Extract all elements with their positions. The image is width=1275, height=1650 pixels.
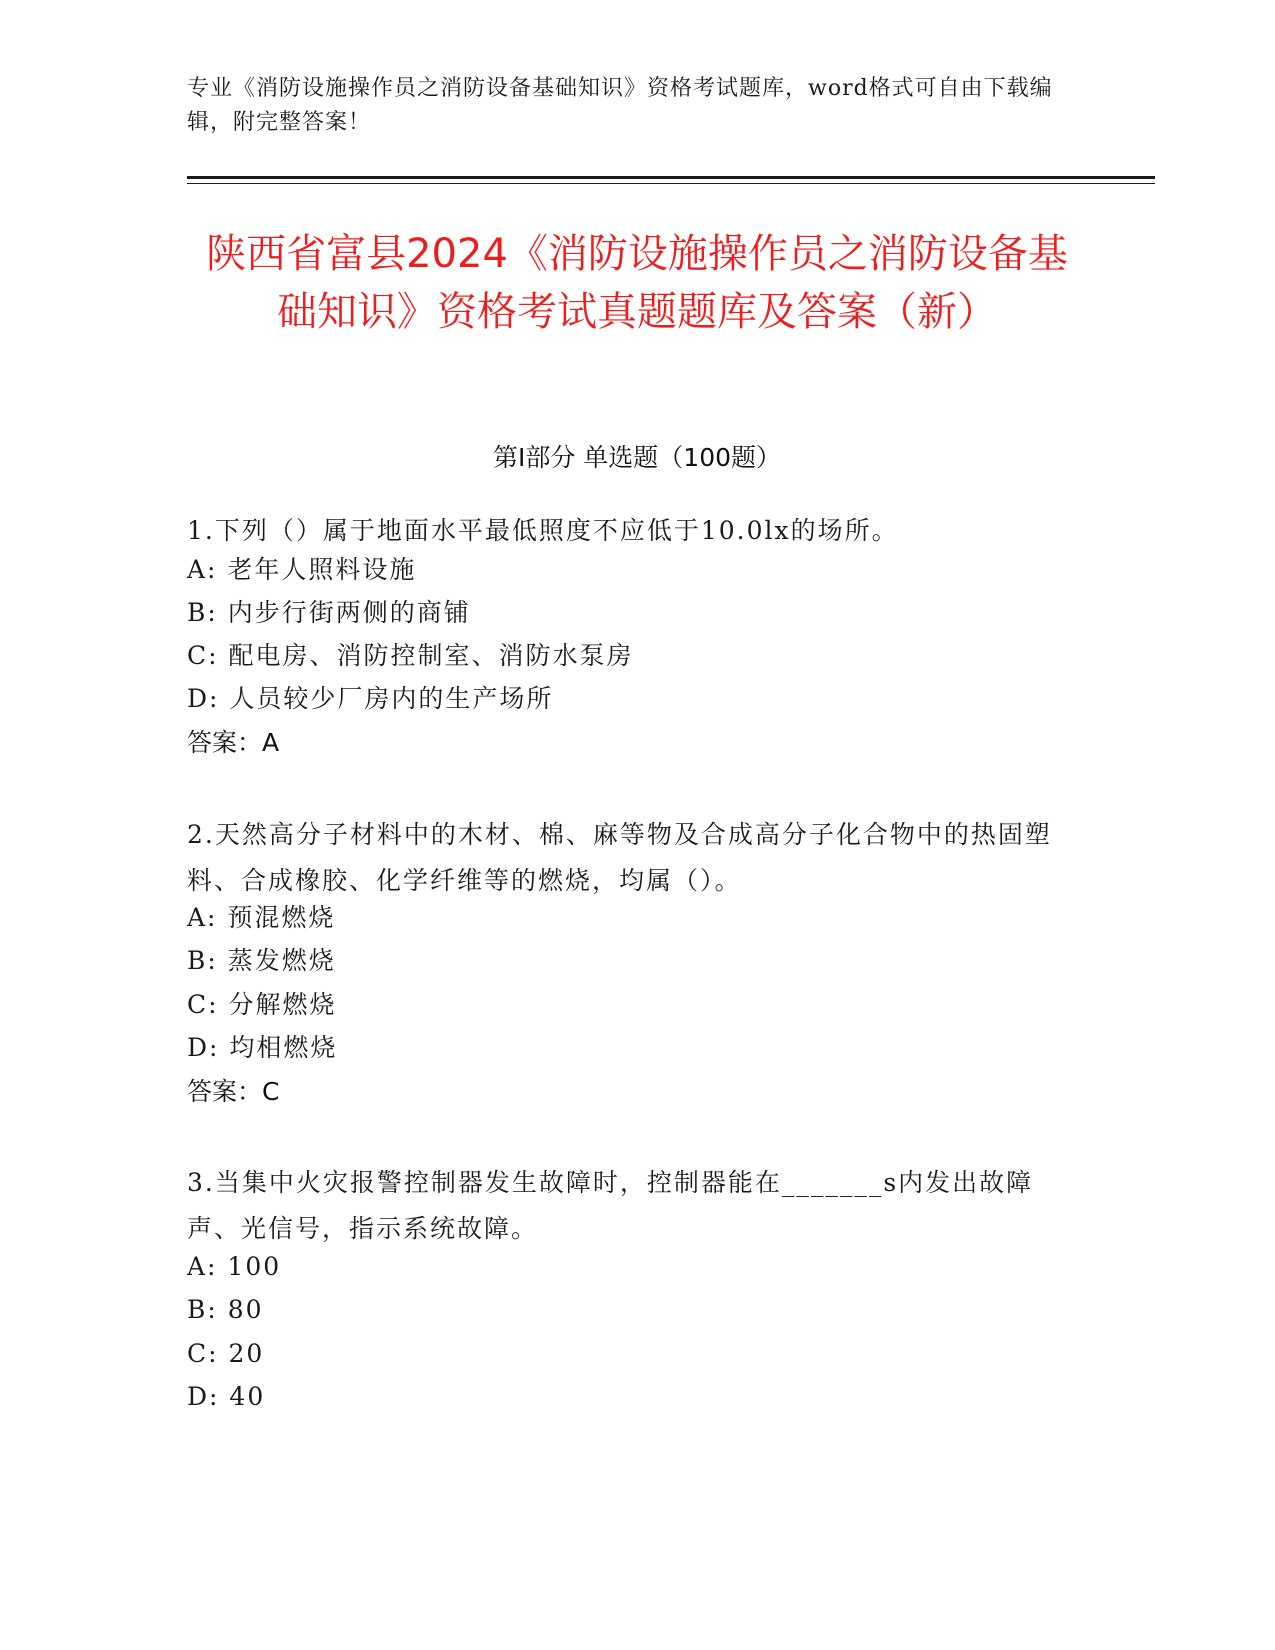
document-title: 陕西省富县2024《消防设施操作员之消防设备基础知识》资格考试真题题库及答案（新） — [206, 231, 1068, 335]
header-note: 专业《消防设施操作员之消防设备基础知识》资格考试题库，word格式可自由下载编辑，附完整答案！ — [187, 76, 1053, 135]
question-1-option-b: B: 内步行街两侧的商铺 — [187, 598, 471, 627]
question-2-stem: 2.天然高分子材料中的木材、棉、麻等物及合成高分子化合物中的热固塑料、合成橡胶、化学纤维等的燃烧，均属（）。 — [187, 820, 1052, 895]
question-3-option-d: D: 40 — [187, 1382, 266, 1411]
question-3-stem: 3.当集中火灾报警控制器发生故障时，控制器能在_______s内发出故障声、光信号，指示系统故障。 — [187, 1168, 1034, 1243]
question-1-answer: 答案：A — [187, 728, 280, 757]
question-3-option-b: B: 80 — [187, 1295, 264, 1324]
question-1-option-c: C: 配电房、消防控制室、消防水泵房 — [187, 641, 634, 670]
section-heading: 第I部分 单选题（100题） — [492, 443, 782, 472]
question-3-option-c: C: 20 — [187, 1339, 265, 1368]
question-1-option-d: D: 人员较少厂房内的生产场所 — [187, 684, 554, 713]
question-2-option-d: D: 均相燃烧 — [187, 1033, 338, 1062]
question-3-option-a: A: 100 — [187, 1252, 282, 1281]
question-2-answer: 答案：C — [187, 1077, 280, 1106]
question-2-option-c: C: 分解燃烧 — [187, 990, 337, 1019]
question-2-option-a: A: 预混燃烧 — [187, 903, 336, 932]
header-divider-thin — [187, 183, 1155, 184]
header-divider-thick — [187, 176, 1155, 179]
question-1-option-a: A: 老年人照料设施 — [187, 555, 417, 584]
question-1-stem: 1.下列（）属于地面水平最低照度不应低于10.0lx的场所。 — [187, 516, 899, 545]
question-2-option-b: B: 蒸发燃烧 — [187, 946, 336, 975]
